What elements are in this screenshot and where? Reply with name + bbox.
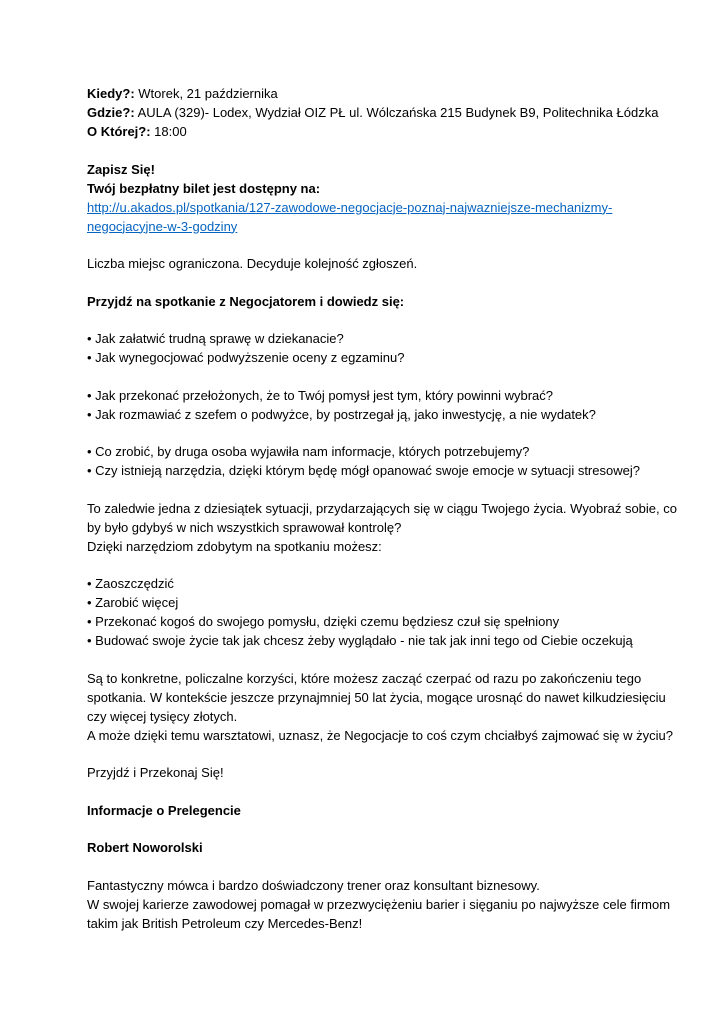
ticket-text: Twój bezpłatny bilet jest dostępny na: [87, 180, 321, 196]
paragraph-line: czy więcej tysięcy złotych. [87, 708, 238, 724]
speaker-bio-line: takim jak British Petroleum czy Mercedes-Benz! [87, 915, 363, 931]
event-when: Kiedy?: Wtorek, 21 października [87, 86, 278, 101]
list-item: • Jak wynegocjować podwyższenie oceny z egzaminu? [87, 350, 405, 365]
paragraph-line: spotkania. W kontekście jeszcze przynajmniej 50 lat życia, mogące urosnąć do nawet kilkudziesięciu [87, 689, 666, 705]
paragraph-line: Są to konkretne, policzalne korzyści, które możesz zacząć czerpać od razu po zakończeniu tego [87, 670, 642, 686]
list-item: • Zaoszczędzić [87, 576, 174, 591]
list-item: • Jak rozmawiać z szefem o podwyżce, by postrzegał ją, jako inwestycję, a nie wydatek? [87, 406, 596, 422]
document-body [87, 84, 677, 933]
speaker-bio-line: W swojej karierze zawodowej pomagał w przezwyciężeniu barier i sięganiu po najwyższe cele firmom [87, 896, 671, 912]
speaker-section-heading: Informacje o Prelegencie [87, 802, 241, 818]
list-item: • Jak załatwić trudną sprawę w dziekanacie? [87, 331, 344, 346]
list-item: • Przekonać kogoś do swojego pomysłu, dzięki czemu będziesz czuł się spełniony [87, 614, 560, 629]
ticket-link-line-2[interactable]: negocjacyjne-w-3-godziny [87, 218, 238, 234]
paragraph-line: Dzięki narzędziom zdobytym na spotkaniu możesz: [87, 538, 382, 554]
list-item: • Budować swoje życie tak jak chcesz żeby wyglądało - nie tak jak inni tego od Ciebie oczekują [87, 633, 633, 648]
paragraph-line: by było gdybyś w nich wszystkich sprawował kontrolę? [87, 519, 402, 535]
paragraph-line: To zaledwie jedna z dziesiątek sytuacji, przydarzających się w ciągu Twojego życia. Wyobraź sobie, co [87, 500, 677, 516]
limited-seats-text: Liczba miejsc ograniczona. Decyduje kolejność zgłoszeń. [87, 256, 418, 271]
signup-heading: Zapisz Się! [87, 161, 155, 177]
closing-text: Przyjdź i Przekonaj Się! [87, 765, 224, 780]
speaker-name: Robert Noworolski [87, 840, 203, 855]
learn-heading: Przyjdź na spotkanie z Negocjatorem i dowiedz się: [87, 293, 405, 309]
speaker-bio-line: Fantastyczny mówca i bardzo doświadczony trener oraz konsultant biznesowy. [87, 877, 540, 893]
event-where: Gdzie?: AULA (329)- Lodex, Wydział OIZ PŁ ul. Wólczańska 215 Budynek B9, Politechnika Łódzka [87, 105, 659, 120]
list-item: • Jak przekonać przełożonych, że to Twój pomysł jest tym, który powinni wybrać? [87, 387, 554, 403]
list-item: • Czy istnieją narzędzia, dzięki którym będę mógł opanować swoje emocje w sytuacji stresowej? [87, 463, 640, 478]
list-item: • Co zrobić, by druga osoba wyjawiła nam informacje, których potrzebujemy? [87, 444, 530, 459]
ticket-link-line-1[interactable]: http://u.akados.pl/spotkania/127-zawodowe-negocjacje-poznaj-najwazniejsze-mechanizmy- [87, 199, 613, 215]
paragraph-line: A może dzięki temu warsztatowi, uznasz, że Negocjacje to coś czym chciałbyś zajmować się w życiu? [87, 727, 673, 743]
list-item: • Zarobić więcej [87, 595, 179, 610]
event-time: O Której?: 18:00 [87, 124, 187, 139]
